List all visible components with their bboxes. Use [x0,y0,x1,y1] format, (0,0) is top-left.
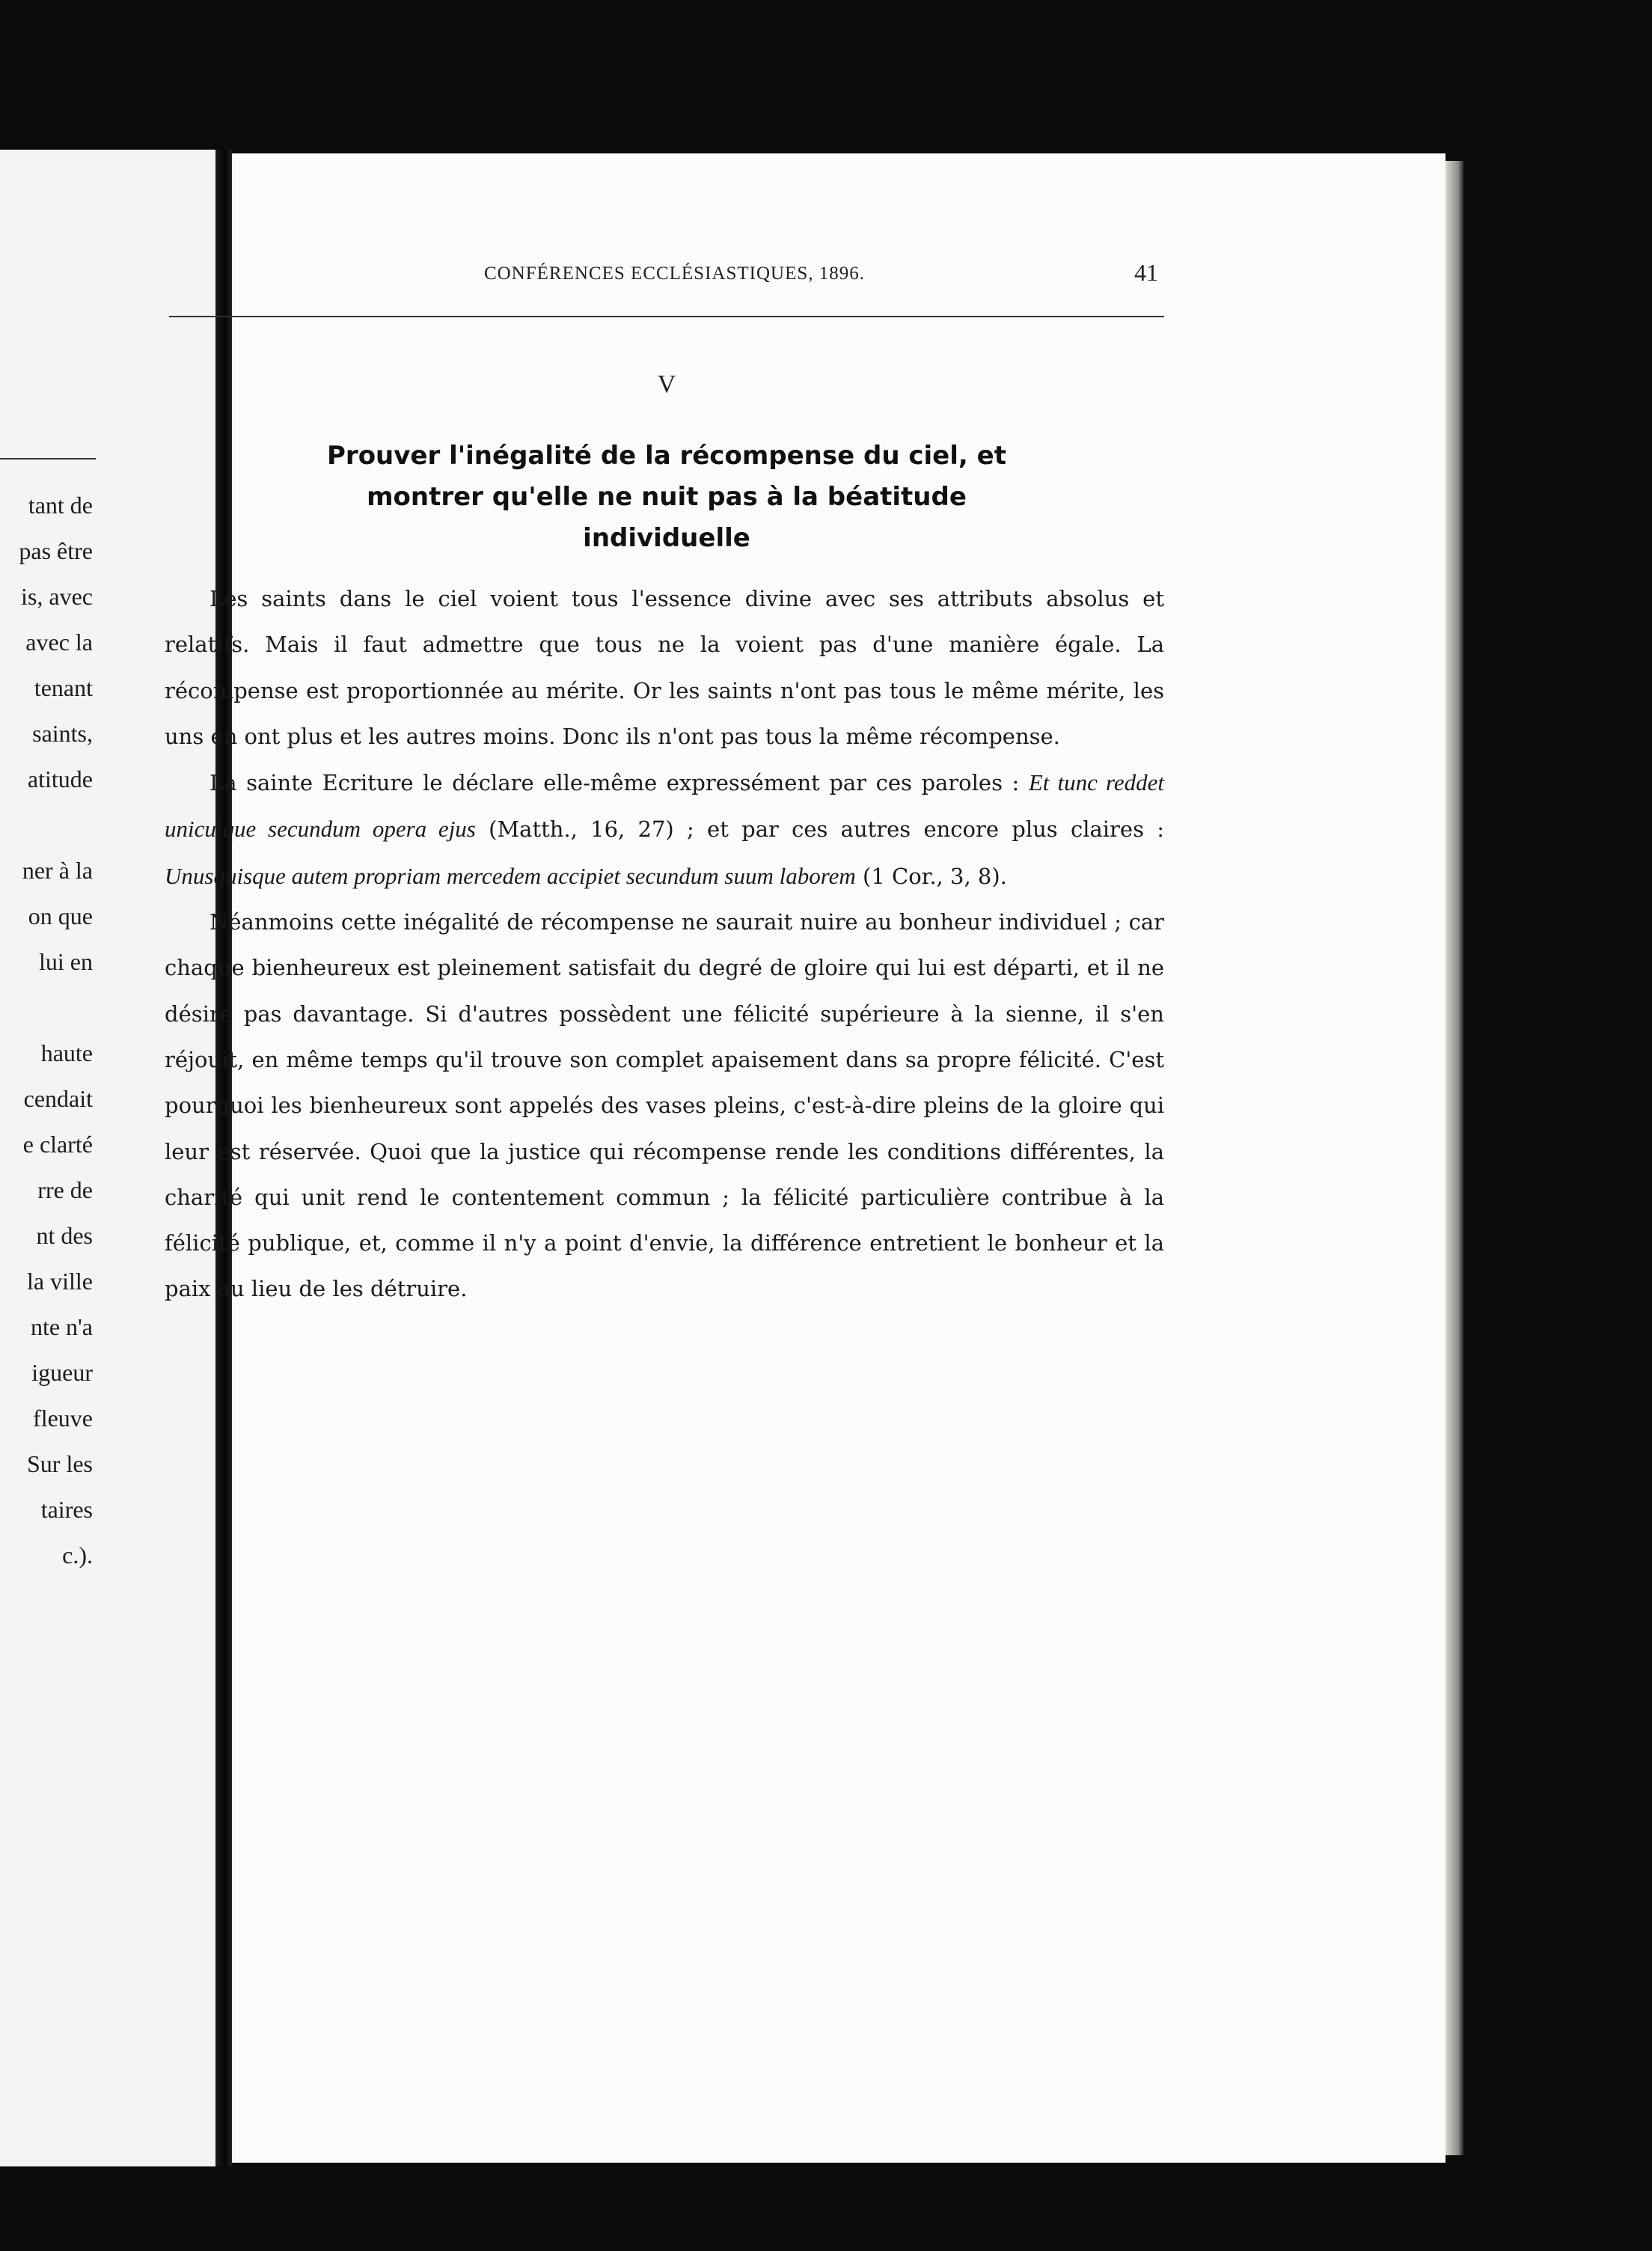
left-line: nte n'a [30,1313,93,1340]
left-line: la ville [27,1268,93,1295]
paragraph-2-text: (Matth., 16, 27) ; et par ces autres encore plus claires : [475,816,1164,843]
running-header: CONFÉRENCES ECCLÉSIASTIQUES, 1896. [483,263,865,284]
left-line: tenant [34,674,93,701]
paragraph-1: Les saints dans le ciel voient tous l'essence divine avec ses attributs absolus et relatifs. Mais il faut admettre que tous ne la voient pas d'une manière égale. La récompense est proportionnée au mérite. Or les saints n'ont pas tous le même mérite, les uns en ont plus et les autres moins. Donc ils n'ont pas tous la même récompense. [165,586,1164,749]
paragraph-2 [165,760,1164,900]
page-number: 41 [1134,259,1158,286]
paragraph-2-text: La sainte Ecriture le déclare elle-même expressément par ces paroles : [209,770,1029,796]
left-line: fleuve [33,1405,93,1432]
left-line: rre de [37,1176,93,1203]
left-line: e clarté [22,1131,93,1158]
left-line: Sur les [27,1450,93,1477]
left-page-rule [0,458,96,459]
section-heading [169,436,1164,559]
left-line: avec la [25,629,93,656]
heading-line: montrer qu'elle ne nuit pas à la béatitude [367,482,967,512]
section-number: V [657,370,676,398]
left-line: lui en [39,948,93,975]
paragraph-2-text: (1 Cor., 3, 8). [855,863,1007,889]
left-page-text [19,483,93,1578]
body-text [165,576,1164,1313]
left-line: haute [40,1039,93,1066]
left-line: c.). [62,1542,93,1569]
left-line: ner à la [22,857,93,884]
heading-line: Prouver l'inégalité de la récompense du ciel, et [327,441,1006,471]
left-line: tant de [28,492,93,519]
left-line: atitude [27,766,93,792]
latin-quote: Unusquisque autem propriam mercedem accipiet secundum suum laborem [165,862,856,889]
left-line: cendait [23,1085,93,1112]
heading-line: individuelle [583,523,750,553]
left-line [19,802,93,848]
page-edge [1446,161,1463,2155]
latin-quote: Et tunc reddet unicuique secundum opera ejus [165,769,1164,843]
left-line: igueur [31,1359,93,1386]
header-rule [169,316,1164,317]
left-line: nt des [36,1222,93,1249]
left-line: taires [40,1496,93,1523]
left-line: pas être [19,537,93,564]
left-line [19,985,93,1030]
left-line: saints, [32,720,93,747]
left-line: on que [28,902,93,929]
paragraph-3: Néanmoins cette inégalité de récompense ne saurait nuire au bonheur individuel ; car chaque bienheureux est pleinement satisfait du degré de gloire qui lui est départi, et il ne désire pas davantage. Si d'autres possèdent une félicité supérieure à la sienne, il s'en réjouit, en même temps qu'il trouve son complet apaisement dans sa propre félicité. C'est pourquoi les bienheureux sont appelés des vases pleins, c'est-à-dire pleins de la gloire qui leur est réservée. Quoi que la justice qui récompense rende les conditions différentes, la charité qui unit rend le contentement commun ; la félicité particulière contribue à la félicité publique, et, comme il n'y a point d'envie, la différence entretient le bonheur et la paix au lieu de les détruire. [165,909,1164,1302]
left-line: is, avec [21,583,93,610]
